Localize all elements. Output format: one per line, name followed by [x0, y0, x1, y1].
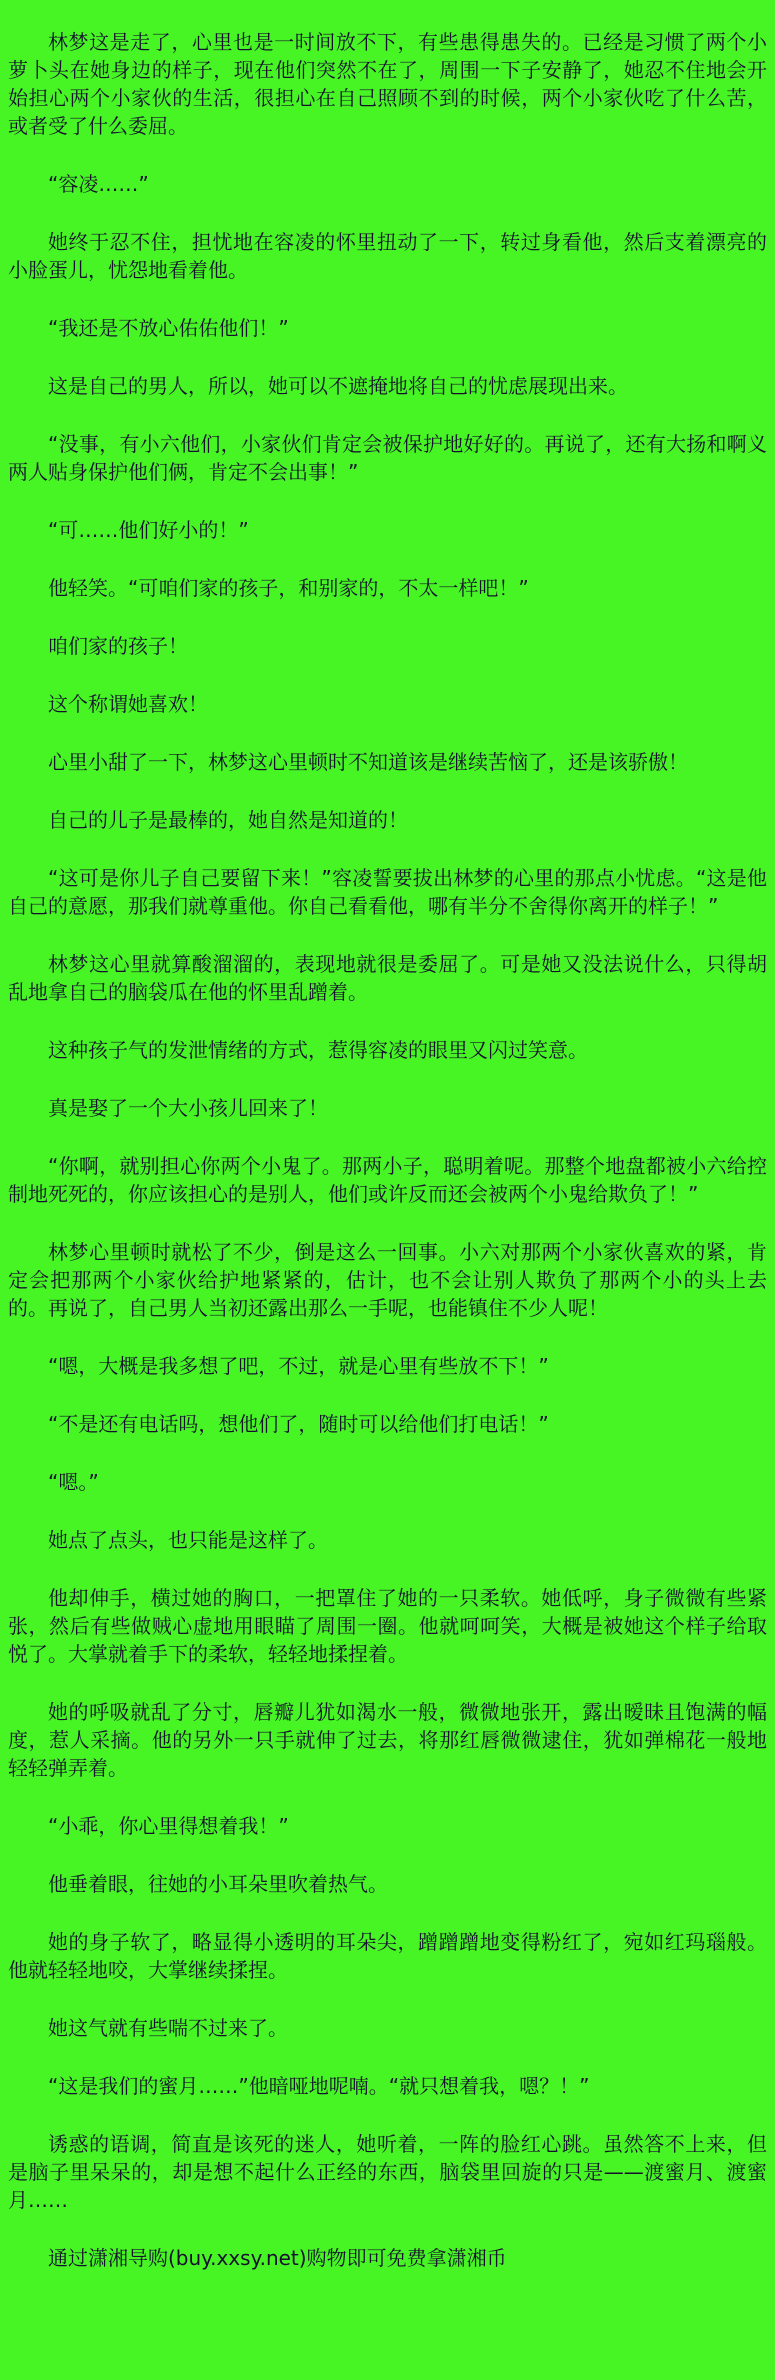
paragraph: 他却伸手，横过她的胸口，一把罩住了她的一只柔软。她低呼，身子微微有些紧张，然后有些做贼心虚地用眼瞄了周围一圈。他就呵呵笑，大概是被她这个样子给取悦了。大掌就着手下的柔软，轻轻地揉捏着。	[8, 1586, 767, 1666]
paragraph: “容凌……”	[48, 172, 149, 196]
paragraph: “嗯，大概是我多想了吧，不过，就是心里有些放不下！”	[48, 1354, 549, 1378]
novel-text	[8, 28, 767, 2214]
paragraph: 这个称谓她喜欢！	[48, 692, 208, 716]
paragraph: 这种孩子气的发泄情绪的方式，惹得容凌的眼里又闪过笑意。	[48, 1038, 588, 1062]
paragraph: 他垂着眼，往她的小耳朵里吹着热气。	[48, 1872, 388, 1896]
paragraph: 诱惑的语调，简直是该死的迷人，她听着，一阵的脸红心跳。虽然答不上来，但是脑子里呆呆的，却是想不起什么正经的东西，脑袋里回旋的只是——渡蜜月、渡蜜月……	[8, 2132, 767, 2212]
paragraph: 心里小甜了一下，林梦这心里顿时不知道该是继续苦恼了，还是该骄傲！	[48, 750, 688, 774]
promo-line: 通过潇湘导购(buy.xxsy.net)购物即可免费拿潇湘币	[48, 2246, 507, 2270]
paragraph: 她点了点头，也只能是这样了。	[48, 1528, 328, 1552]
paragraph: 她的身子软了，略显得小透明的耳朵尖，蹭蹭蹭地变得粉红了，宛如红玛瑙般。他就轻轻地咬，大掌继续揉捏。	[8, 1930, 767, 1982]
paragraph: 林梦这是走了，心里也是一时间放不下，有些患得患失的。已经是习惯了两个小萝卜头在她身边的样子，现在他们突然不在了，周围一下子安静了，她忍不住地会开始担心两个小家伙的生活，很担心在自己照顾不到的时候，两个小家伙吃了什么苦，或者受了什么委屈。	[8, 30, 767, 138]
paragraph: 林梦心里顿时就松了不少，倒是这么一回事。小六对那两个小家伙喜欢的紧，肯定会把那两个小家伙给护地紧紧的，估计，也不会让别人欺负了那两个小的头上去的。再说了，自己男人当初还露出那么一手呢，也能镇住不少人呢！	[8, 1240, 767, 1320]
paragraph: 真是娶了一个大小孩儿回来了！	[48, 1096, 328, 1120]
paragraph: 她终于忍不住，担忧地在容凌的怀里扭动了一下，转过身看他，然后支着漂亮的小脸蛋儿，忧怨地看着他。	[8, 230, 767, 282]
paragraph: 自己的儿子是最棒的，她自然是知道的！	[48, 808, 408, 832]
paragraph: “我还是不放心佑佑他们！”	[48, 316, 289, 340]
paragraph: 他轻笑。“可咱们家的孩子，和别家的，不太一样吧！”	[48, 576, 529, 600]
paragraph: “不是还有电话吗，想他们了，随时可以给他们打电话！”	[48, 1412, 549, 1436]
paragraph: 咱们家的孩子！	[48, 634, 188, 658]
paragraph: “这可是你儿子自己要留下来！”容凌誓要拔出林梦的心里的那点小忧虑。“这是他自己的意愿，那我们就尊重他。你自己看看他，哪有半分不舍得你离开的样子！”	[8, 866, 767, 918]
paragraph: 林梦这心里就算酸溜溜的，表现地就很是委屈了。可是她又没法说什么，只得胡乱地拿自己的脑袋瓜在他的怀里乱蹭着。	[8, 952, 767, 1004]
paragraph: “这是我们的蜜月……”他暗哑地呢喃。“就只想着我，嗯？！”	[48, 2074, 590, 2098]
paragraph: “没事，有小六他们，小家伙们肯定会被保护地好好的。再说了，还有大扬和啊义两人贴身保护他们俩，肯定不会出事！”	[8, 432, 767, 484]
paragraph: 她的呼吸就乱了分寸，唇瓣儿犹如渴水一般，微微地张开，露出暧昧且饱满的幅度，惹人采摘。他的另外一只手就伸了过去，将那红唇微微逮住，犹如弹棉花一般地轻轻弹弄着。	[8, 1700, 767, 1780]
paragraph: “嗯。”	[48, 1470, 99, 1494]
paragraph: “可……他们好小的！”	[48, 518, 249, 542]
paragraph: 这是自己的男人，所以，她可以不遮掩地将自己的忧虑展现出来。	[48, 374, 628, 398]
paragraph: 她这气就有些喘不过来了。	[48, 2016, 288, 2040]
paragraph: “你啊，就别担心你两个小鬼了。那两小子，聪明着呢。那整个地盘都被小六给控制地死死的，你应该担心的是别人，他们或许反而还会被两个小鬼给欺负了！”	[8, 1154, 767, 1206]
paragraph: “小乖，你心里得想着我！”	[48, 1814, 289, 1838]
